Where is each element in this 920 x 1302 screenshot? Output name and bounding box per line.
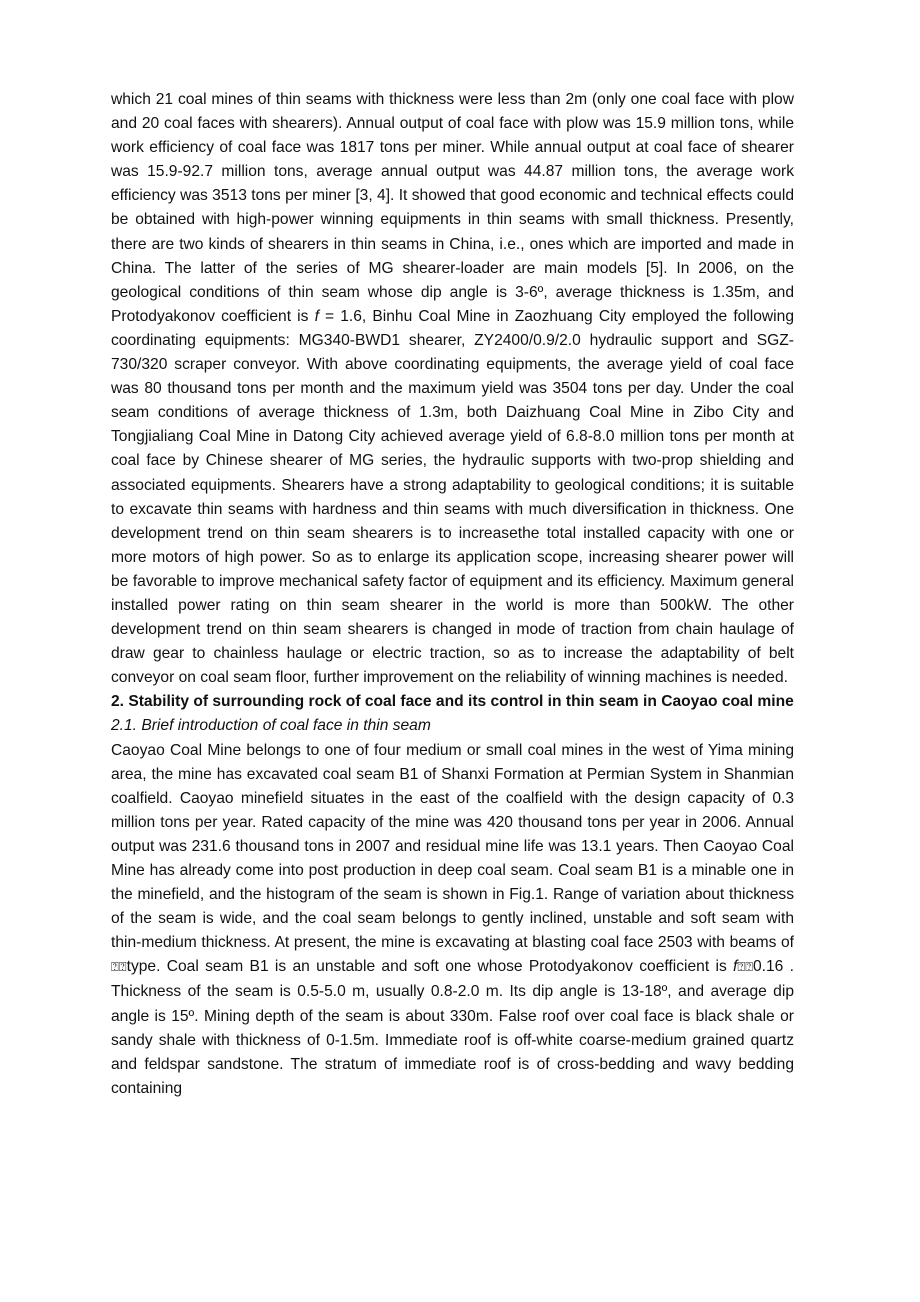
subsection-heading: 2.1. Brief introduction of coal face in thin seam — [111, 717, 431, 735]
paragraph-text: = 1.6, Binhu Coal Mine in Zaozhuang City employed the following coordinating equipments: MG340-BWD1 shearer, ZY2400/0.9/2.0 hydraulic support and SGZ-730/320 scraper conveyor. With above coordinating equipments, the average yield of coal face was 80 thousand tons per month and the maximum yield was 3504 tons per day. Under the coal seam conditions of average thickness of 1.3m, both Daizhuang Coal Mine in Zibo City and Tongjialiang Coal Mine in Datong City achieved average yield of 6.8-8.0 million tons per month at coal face by Chinese shearer of MG series, the hydraulic supports with two-prop shielding and associated equipments. Shearers have a strong adaptability to geological conditions; it is suitable to excavate thin seams with hardness and thin seams with much diversification in thickness. One development trend on thin seam shearers is to increasethe total installed capacity with one or more motors of high power. So as to enlarge its application scope, increasing shearer power will be favorable to improve mechanical safety factor of equipment and its efficiency. Maximum general installed power rating on thin seam shearer in the world is more than 500kW. The other development trend on thin seam shearers is changed in mode of traction from chain haulage of draw gear to chainless haulage or electric traction, so as to increase the adaptability of belt conveyor on coal seam floor, further improvement on the reliability of winning machines is needed. — [111, 307, 794, 687]
page-body — [111, 88, 794, 1101]
protodyakonov-f-symbol: f — [314, 307, 319, 325]
paragraph-text: 0.16 . Thickness of the seam is 0.5-5.0 m, usually 0.8-2.0 m. Its dip angle is 13-18º, and average dip angle is 15º. Mining depth of the seam is about 330m. False roof over coal face is black shale or sandy shale with thickness of 0-1.5m. Immediate roof is off-white coarse-medium grained quartz and feldspar sandstone. The stratum of immediate roof is of cross-bedding and wavy bedding containing — [111, 958, 794, 1097]
paragraph-text: type. Coal seam B1 is an unstable and soft one whose Protodyakonov coefficient is — [126, 958, 734, 976]
missing-glyph: ⍰⍰ — [737, 960, 753, 976]
paragraph-text: Caoyao Coal Mine belongs to one of four medium or small coal mines in the west of Yima mining area, the mine has excavated coal seam B1 of Shanxi Formation at Permian System in Shanmian coalfield. Caoyao minefield situates in the east of the coalfield with the design capacity of 0.3 million tons per year. Rated capacity of the mine was 420 thousand tons per year in 2006. Annual output was 231.6 thousand tons in 2007 and residual mine life was 13.1 years. Then Caoyao Coal Mine has already come into post production in deep coal seam. Coal seam B1 is a minable one in the minefield, and the histogram of the seam is shown in Fig.1. Range of variation about thickness of the seam is wide, and the coal seam belongs to gently inclined, unstable and soft seam with thin-medium thickness. At present, the mine is excavating at blasting coal face 2503 with beams of — [111, 741, 794, 952]
paragraph-caoyao-introduction — [111, 739, 794, 1101]
protodyakonov-f-symbol: f — [733, 958, 738, 976]
paragraph-coal-equipment — [111, 88, 794, 690]
paragraph-text: which 21 coal mines of thin seams with thickness were less than 2m (only one coal face with plow and 20 coal faces with shearers). Annual output of coal face with plow was 15.9 million tons, while work efficiency of coal face was 1817 tons per miner. While annual output at coal face of shearer was 15.9-92.7 million tons, average annual output was 44.87 million tons, the average work efficiency was 3513 tons per miner [3, 4]. It showed that good economic and technical effects could be obtained with high-power winning equipments in thin seams with small thickness. Presently, there are two kinds of shearers in thin seams in China, i.e., ones which are imported and made in China. The latter of the series of MG shearer-loader are main models [5]. In 2006, on the geological conditions of thin seam whose dip angle is 3-6º, average thickness is 1.35m, and Protodyakonov coefficient is — [111, 91, 794, 325]
missing-glyph: ⍰⍰ — [111, 960, 127, 976]
section-heading: 2. Stability of surrounding rock of coal face and its control in thin seam in Caoyao coal mine — [111, 693, 794, 711]
